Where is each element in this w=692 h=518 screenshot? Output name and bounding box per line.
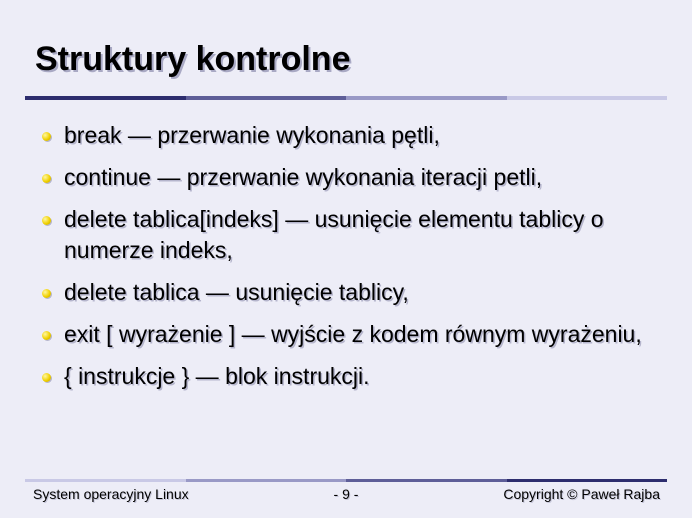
bullet-text: exit [ wyrażenie ] — wyjście z kodem równym wyrażeniu, xyxy=(64,321,642,347)
footer-copyright: Copyright © Paweł Rajba xyxy=(503,486,660,502)
underline-segment xyxy=(186,96,347,100)
bullet-text: delete tablica — usunięcie tablicy, xyxy=(64,279,409,305)
bullet-dot-icon xyxy=(42,216,51,225)
title-underline xyxy=(25,96,667,100)
bullet-list xyxy=(42,120,662,403)
footer-rule-segment xyxy=(346,479,507,482)
bullet-text: delete tablica[indeks] — usunięcie elementu tablicy o numerze indeks, xyxy=(64,206,604,263)
bullet-dot-icon xyxy=(42,132,51,141)
footer-rule-segment xyxy=(186,479,347,482)
footer-page-number: - 9 - xyxy=(333,486,359,502)
footer-course-name: System operacyjny Linux xyxy=(33,486,189,502)
underline-segment xyxy=(507,96,668,100)
bullet-text: break — przerwanie wykonania pętli, xyxy=(64,122,440,148)
footer-rule-segment xyxy=(25,479,186,482)
bullet-item xyxy=(42,319,662,350)
slide-title: Struktury kontrolne xyxy=(35,40,351,78)
bullet-item xyxy=(42,204,662,266)
underline-segment xyxy=(25,96,186,100)
bullet-dot-icon xyxy=(42,331,51,340)
bullet-item xyxy=(42,277,662,308)
bullet-text: continue — przerwanie wykonania iteracji petli, xyxy=(64,164,543,190)
bullet-dot-icon xyxy=(42,373,51,382)
underline-segment xyxy=(346,96,507,100)
bullet-item xyxy=(42,162,662,193)
bullet-item xyxy=(42,361,662,392)
bullet-text: { instrukcje } — blok instrukcji. xyxy=(64,363,370,389)
bullet-item xyxy=(42,120,662,151)
footer-rule xyxy=(25,479,667,482)
bullet-dot-icon xyxy=(42,174,51,183)
footer-rule-segment xyxy=(507,479,668,482)
bullet-dot-icon xyxy=(42,289,51,298)
